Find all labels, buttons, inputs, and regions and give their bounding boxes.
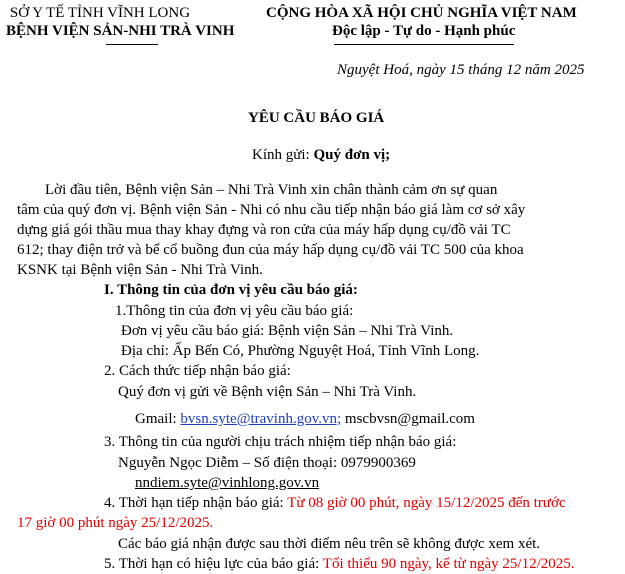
item-1-title: 1.Thông tin của đơn vị yêu cầu báo giá: [115,303,354,319]
motto-underline [334,44,514,45]
intro-line-2: tâm của quý đơn vị. Bệnh viện Sản - Nhi có nhu cầu tiếp nhận báo giá làm cơ sở xây [17,202,526,218]
gmail-line [135,410,475,428]
gmail-secondary: mscbvsn@gmail.com [341,411,475,427]
document-title: YÊU CẦU BÁO GIÁ [248,110,385,126]
item-4-label: 4. Thời hạn tiếp nhận báo giá: [104,495,288,511]
item-5-validity: Tối thiểu 90 ngày, kể từ ngày 25/12/2025. [322,556,575,572]
item-3-person: Nguyễn Ngọc Diễm – Số điện thoại: 0979900369 [118,455,416,471]
hospital-name: BỆNH VIỆN SẢN-NHI TRÀ VINH [6,23,235,39]
document-date: Nguyệt Hoá, ngày 15 tháng 12 năm 2025 [337,62,585,78]
item-2-title: 2. Cách thức tiếp nhận báo giá: [104,363,291,379]
item-4-note: Các báo giá nhận được sau thời điểm nêu trên sẽ không được xem xét. [118,536,541,552]
gmail-link-primary[interactable]: bvsn.syte@travinh.gov.vn; [180,411,342,427]
gmail-label: Gmail: [135,411,181,427]
section-heading: I. Thông tin của đơn vị yêu cầu báo giá: [104,282,358,298]
salutation-prefix: Kính gửi: [252,147,314,163]
item-3-title: 3. Thông tin của người chịu trách nhiệm tiếp nhận báo giá: [104,434,457,450]
item-5-label: 5. Thời hạn có hiệu lực của báo giá: [104,556,323,572]
salutation-recipient: Quý đơn vị; [313,147,391,163]
item-4-deadline-start: Từ 08 giờ 00 phút, ngày 15/12/2025 đến trước [287,495,566,511]
hospital-name-underline [106,44,158,45]
intro-line-3: dựng giá gói thầu mua thay khay đựng và ron cửa của máy hấp dụng cụ/đồ vải TC [17,222,511,238]
item-1-address: Địa chỉ: Ấp Bến Có, Phường Nguyệt Hoá, Tỉnh Vĩnh Long. [121,343,480,359]
ministry-name: SỞ Y TẾ TỈNH VĨNH LONG [9,5,191,21]
item-5 [104,555,575,573]
item-2-text: Quý đơn vị gửi về Bệnh viện Sản – Nhi Trà Vinh. [118,384,417,400]
country-name: CỘNG HÒA XÃ HỘI CHỦ NGHĨA VIỆT NAM [266,5,577,21]
intro-line-5: KSNK tại Bệnh viện Sản - Nhi Trà Vinh. [17,262,263,278]
intro-line-1: Lời đầu tiên, Bệnh viện Sản – Nhi Trà Vinh xin chân thành cảm ơn sự quan [45,182,498,198]
intro-line-4: 612; thay điện trở và bể cổ buồng đun của máy hấp dụng cụ/đồ vải TC 500 của khoa [17,242,524,258]
item-3-gmail: nndiem.syte@vinhlong.gov.vn [135,475,320,491]
motto: Độc lập - Tự do - Hạnh phúc [332,23,516,39]
salutation [252,146,390,164]
item-4-deadline-end: 17 giờ 00 phút ngày 25/12/2025. [17,515,214,531]
item-4 [104,494,566,512]
item-1-unit: Đơn vị yêu cầu báo giá: Bệnh viện Sản – Nhi Trà Vinh. [121,323,454,339]
